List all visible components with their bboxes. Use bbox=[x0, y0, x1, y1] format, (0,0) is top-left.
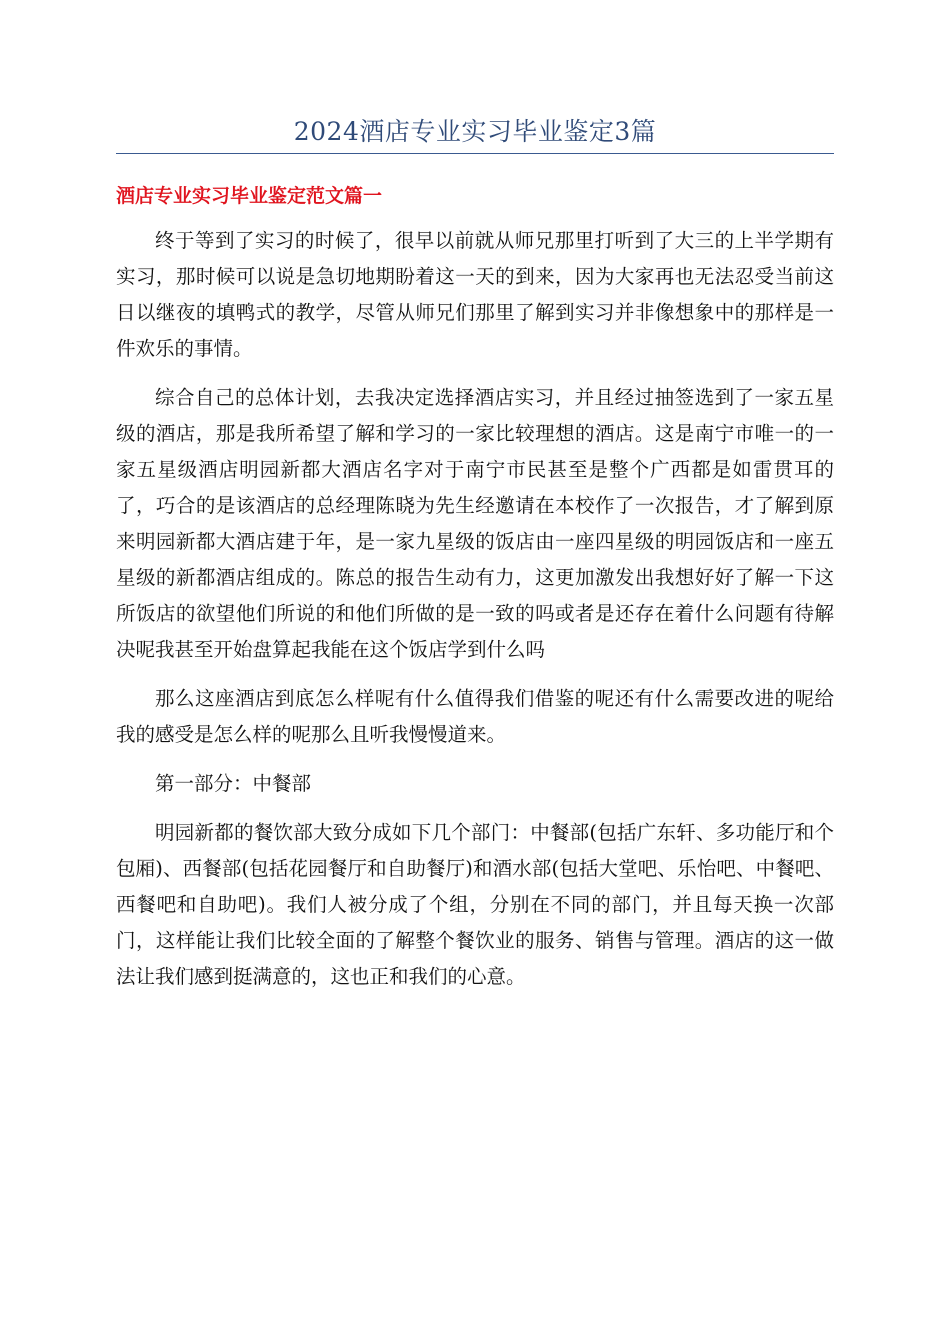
paragraph-2: 综合自己的总体计划，去我决定选择酒店实习，并且经过抽签选到了一家五星级的酒店，那是我所希望了解和学习的一家比较理想的酒店。这是南宁市唯一的一家五星级酒店明园新都大酒店名字对于南宁市民甚至是整个广西都是如雷贯耳的了，巧合的是该酒店的总经理陈晓为先生经邀请在本校作了一次报告，才了解到原来明园新都大酒店建于年，是一家九星级的饭店由一座四星级的明园饭店和一座五星级的新都酒店组成的。陈总的报告生动有力，这更加激发出我想好好了解一下这所饭店的欲望他们所说的和他们所做的是一致的吗或者是还存在着什么问题有待解决呢我甚至开始盘算起我能在这个饭店学到什么吗 bbox=[116, 386, 834, 661]
paragraph-3: 那么这座酒店到底怎么样呢有什么值得我们借鉴的呢还有什么需要改进的呢给我的感受是怎么样的呢那么且听我慢慢道来。 bbox=[116, 687, 834, 746]
section-heading: 酒店专业实习毕业鉴定范文篇一 bbox=[116, 185, 383, 207]
document-body bbox=[116, 223, 834, 1008]
paragraph-1: 终于等到了实习的时候了，很早以前就从师兄那里打听到了大三的上半学期有实习，那时候可以说是急切地期盼着这一天的到来，因为大家再也无法忍受当前这日以继夜的填鸭式的教学，尽管从师兄们那里了解到实习并非像想象中的那样是一件欢乐的事情。 bbox=[116, 229, 834, 360]
paragraph-4: 明园新都的餐饮部大致分成如下几个部门：中餐部(包括广东轩、多功能厅和个包厢)、西餐部(包括花园餐厅和自助餐厅)和酒水部(包括大堂吧、乐怡吧、中餐吧、西餐吧和自助吧)。我们人被分成了个组，分别在不同的部门，并且每天换一次部门，这样能让我们比较全面的了解整个餐饮业的服务、销售与管理。酒店的这一做法让我们感到挺满意的，这也正和我们的心意。 bbox=[116, 821, 834, 988]
document-title: 2024酒店专业实习毕业鉴定3篇 bbox=[293, 117, 657, 146]
title-divider bbox=[116, 153, 834, 154]
subsection-heading: 第一部分：中餐部 bbox=[155, 772, 312, 795]
